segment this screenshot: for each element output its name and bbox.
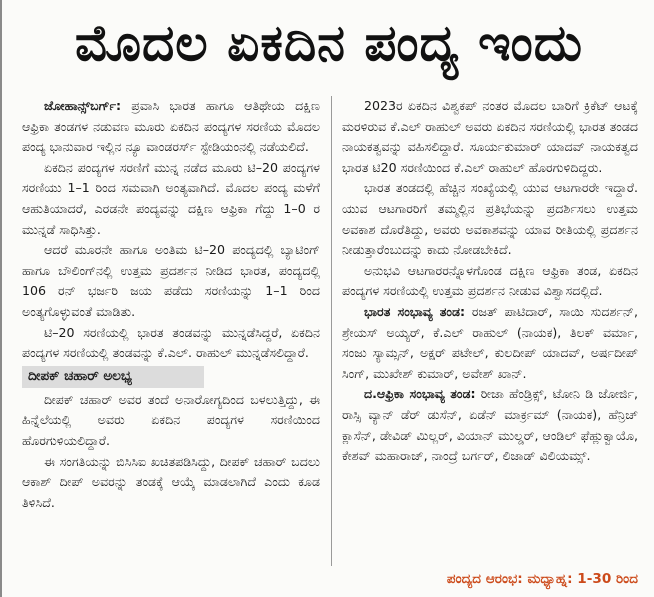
article-paragraph: ಭಾರತ ತಂಡದಲ್ಲಿ ಹೆಚ್ಚಿನ ಸಂಖ್ಯೆಯಲ್ಲಿ ಯುವ ಆಟಗಾರರೇ ಇದ್ದಾರೆ. ಯುವ ಆಟಗಾರರಿಗೆ ತಮ್ಮಲ್ಲಿನ ಪ್ರತಿಭೆಯನ್ನು ಪ್ರದರ್ಶಿಸಲು ಉತ್ತಮ ಅವಕಾಶ ದೊರೆತಿದ್ದು, ಅವರು ಅವಕಾಶವನ್ನು ಯಾವ ರೀತಿಯಲ್ಲಿ ಪ್ರದರ್ಶನ ನೀಡುತ್ತಾರೆಂಬುದನ್ನು ಕಾದು ನೋಡಬೇಕಿದೆ. [342,180,638,258]
column-divider [331,96,332,566]
india-squad-list: ರಜತ್ ಪಾಟಿದಾರ್, ಸಾಯಿ ಸುದರ್ಶನ್, ಶ್ರೇಯಸ್ ಅಯ್ಯರ್, ಕೆ.ಎಲ್ ರಾಹುಲ್ (ನಾಯಕ), ತಿಲಕ್ ವರ್ಮಾ, ಸಂಜು ಸ್ಯಾಮ್ಸನ್, ಅಕ್ಷರ್ ಪಟೇಲ್, ಕುಲದೀಪ್ ಯಾದವ್, ಅರ್ಷದೀಪ್ ಸಿಂಗ್, ಮುಖೇಶ್ ಕುಮಾರ್, ಅವೇಶ್ ಖಾನ್. [342,303,638,381]
article-paragraph: ಏಕದಿನ ಪಂದ್ಯಗಳ ಸರಣಿಗೆ ಮುನ್ನ ನಡೆದ ಮೂರು ಟಿ–20 ಪಂದ್ಯಗಳ ಸರಣಿಯು 1–1 ರಿಂದ ಸಮವಾಗಿ ಅಂತ್ಯವಾಗಿದೆ. ಮೊದಲ ಪಂದ್ಯ ಮಳೆಗೆ ಆಹುತಿಯಾದರೆ, ಎರಡನೇ ಪಂದ್ಯವನ್ನು ದಕ್ಷಿಣ ಆಫ್ರಿಕಾ ಗೆದ್ದು 1–0 ರ ಮುನ್ನಡೆ ಸಾಧಿಸಿತ್ತು. [22,159,320,237]
india-squad-label: ಭಾರತ ಸಂಭಾವ್ಯ ತಂಡ: [364,303,466,319]
paragraph-text: ಪ್ರವಾಸಿ ಭಾರತ ಹಾಗೂ ಆತಿಥೇಯ ದಕ್ಷಿಣ ಆಫ್ರಿಕಾ ತಂಡಗಳ ನಡುವಣ ಮೂರು ಏಕದಿನ ಪಂದ್ಯಗಳ ಸರಣಿಯ ಮೊದಲ ಪಂದ್ಯ ಭಾನುವಾರ ಇಲ್ಲಿನ ನ್ಯೂ ವಾಂಡರರ್ಸ್ ಸ್ಟೇಡಿಯಂನಲ್ಲಿ ನಡೆಯಲಿದೆ. [22,98,320,155]
sa-squad-list: ರೀಜಾ ಹೆಂಡ್ರಿಕ್ಸ್, ಟೋನಿ ಡಿ ಜೋರ್ಜಿ, ರಾಸ್ಸಿ ವ್ಯಾನ್ ಡೆರ್ ಡುಸೆನ್, ಏಡೆನ್ ಮಾರ್ಕ್ರಮ್ (ನಾಯಕ), ಹೆನ್ರಿಚ್ ಕ್ಲಾಸೆನ್, ಡೇವಿಡ್ ಮಿಲ್ಲರ್, ವಿಯಾನ್ ಮುಲ್ಡರ್, ಆಂಡಿಲ್ ಫೆಹ್ಲುಕ್ವಾಯೊ, ಕೇಶವ್ ಮಹಾರಾಜ್, ನಾಂದ್ರೆ ಬರ್ಗರ್, ಲಿಜಾಡ್ ವಿಲಿಯಮ್ಸ್. [342,386,638,464]
right-column [342,96,638,467]
match-start-time: ಪಂದ್ಯದ ಆರಂಭ: ಮಧ್ಯಾಹ್ನ: 1-30 ರಿಂದ [446,571,638,587]
article-paragraph: ಅನುಭವಿ ಆಟಗಾರರನ್ನೊಳಗೊಂಡ ದಕ್ಷಿಣ ಆಫ್ರಿಕಾ ತಂಡ, ಏಕದಿನ ಪಂದ್ಯಗಳ ಸರಣಿಯಲ್ಲಿ ಉತ್ತಮ ಪ್ರದರ್ಶನ ನೀಡುವ ವಿಶ್ವಾಸದಲ್ಲಿದೆ. [342,262,638,299]
article-paragraph: ದೀಪಕ್ ಚಹಾರ್ ಅವರ ತಂದೆ ಅನಾರೋಗ್ಯದಿಂದ ಬಳಲುತ್ತಿದ್ದು, ಈ ಹಿನ್ನೆಲೆಯಲ್ಲಿ ಅವರು ಏಕದಿನ ಪಂದ್ಯಗಳ ಸರಣಿಯಿಂದ ಹೊರಗುಳಿಯಲಿದ್ದಾರೆ. [22,391,320,448]
article-paragraph [22,96,320,158]
headline: ಮೊದಲ ಏಕದಿನ ಪಂದ್ಯ ಇಂದು [74,14,584,72]
article-paragraph: ಆದರೆ ಮೂರನೇ ಹಾಗೂ ಅಂತಿಮ ಟಿ–20 ಪಂದ್ಯದಲ್ಲಿ ಬ್ಯಾಟಿಂಗ್ ಹಾಗೂ ಬೌಲಿಂಗ್‌ನಲ್ಲಿ ಉತ್ತಮ ಪ್ರದರ್ಶನ ನೀಡಿದ ಭಾರತ, ಪಂದ್ಯದಲ್ಲಿ 106 ರನ್ ಭರ್ಜರಿ ಜಯ ಪಡೆದು ಸರಣಿಯನ್ನು 1–1 ರಿಂದ ಅಂತ್ಯಗೊಳ್ಳುವಂತೆ ಮಾಡಿತು. [22,242,320,319]
article-paragraph: ಈ ಸಂಗತಿಯನ್ನು ಬಿಸಿಸಿಐ ಖಚಿತಪಡಿಸಿದ್ದು, ದೀಪಕ್ ಚಹಾರ್ ಬದಲು ಆಕಾಶ್ ದೀಪ್ ಅವರನ್ನು ತಂಡಕ್ಕೆ ಆಯ್ಕೆ ಮಾಡಲಾಗಿದೆ ಎಂದು ಕೂಡ ತಿಳಿಸಿದೆ. [22,453,320,510]
article-paragraph: 2023ರ ಏಕದಿನ ವಿಶ್ವಕಪ್ ನಂತರ ಮೊದಲ ಬಾರಿಗೆ ಕ್ರಿಕೆಟ್ ಆಟಕ್ಕೆ ಮರಳಿರುವ ಕೆ.ಎಲ್ ರಾಹುಲ್ ಅವರು ಏಕದಿನ ಸರಣಿಯಲ್ಲಿ ಭಾರತ ತಂಡದ ನಾಯಕತ್ವವನ್ನು ವಹಿಸಲಿದ್ದಾರೆ. ಸೂರ್ಯಕುಮಾರ್ ಯಾದವ್ ನಾಯಕತ್ವದ ಭಾರತ ಟಿ20 ಸರಣಿಯಿಂದ ಕೆ.ಎಲ್ ರಾಹುಲ್ ಹೊರಗುಳಿದಿದ್ದರು. [342,98,638,175]
left-column [22,96,320,513]
sa-squad [342,384,638,466]
dateline: ಜೋಹಾನ್ಸ್‌ಬರ್ಗ್‌: [44,98,122,113]
sa-squad-label: ದ.ಆಫ್ರಿಕಾ ಸಂಭಾವ್ಯ ತಂಡ: [364,386,476,402]
subheading: ದೀಪಕ್ ಚಹಾರ್ ಅಲಭ್ಯ [22,366,204,388]
article-paragraph: ಟಿ–20 ಸರಣಿಯಲ್ಲಿ ಭಾರತ ತಂಡವನ್ನು ಮುನ್ನಡೆಸಿದ್ದರೆ, ಏಕದಿನ ಪಂದ್ಯಗಳ ಸರಣಿಯಲ್ಲಿ ತಂಡವನ್ನು ಕೆ.ಎಲ್. ರಾಹುಲ್ ಮುನ್ನಡೆಸಲಿದ್ದಾರೆ. [22,324,320,361]
india-squad [342,302,638,384]
